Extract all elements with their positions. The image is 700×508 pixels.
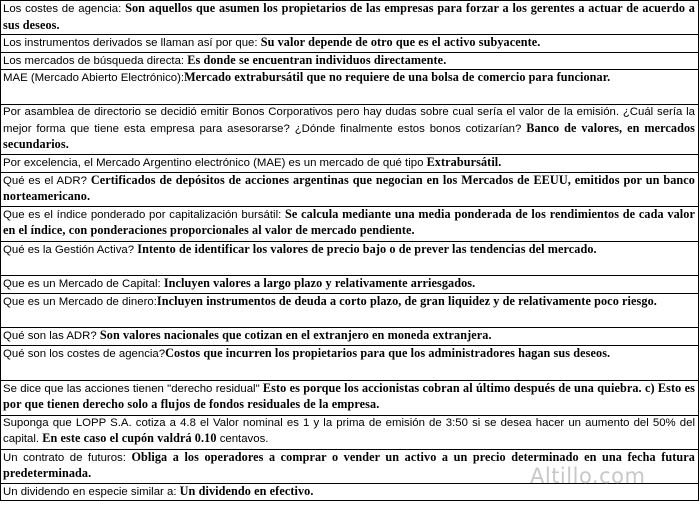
question-text: Un contrato de futuros: [3,451,132,464]
table-cell [1,415,699,449]
answer-text: Certificados de depósitos de acciones argentinas que negocian en los Mercados de EEUU, emitidos por un banco norteamericano. [3,172,695,203]
table-cell [1,70,699,105]
table-row [1,206,699,241]
table-cell [1,105,699,155]
table-cell [1,35,699,53]
table-row [1,172,699,206]
table-cell [1,380,699,415]
question-text: Qué son las ADR? [3,329,100,342]
answer-text: Intento de identificar los valores de precio bajo o de prever las tendencias del mercado. [137,241,597,256]
question-text: Por excelencia, el Mercado Argentino electrónico (MAE) es un mercado de qué tipo [3,156,427,169]
table-row [1,35,699,53]
table-row [1,483,699,501]
table-cell [1,154,699,172]
question-text: Los instrumentos derivados se llaman así por que: [3,37,261,49]
table-cell [1,241,699,275]
table-row [1,70,699,105]
answer-text: Banco de valores, en mercados secundarios. [3,120,695,151]
answer-text: Se calcula mediante una media ponderada de los rendimientos de cada valor en el índice, con ponderaciones proporcionales al valor de mercado pendiente. [3,206,695,237]
answer-text: Su valor depende de otro que es el activo subyacente. [260,35,541,49]
question-text: Que es el índice ponderado por capitalización bursátil: [3,208,286,221]
question-text: Que es un Mercado de dinero: [3,295,157,308]
question-text: Qué son los costes de agencia? [3,347,166,360]
question-text: Por asamblea de directorio se decidió emitir Bonos Corporativos pero hay dudas sobre cual sería el valor de la emisión. ¿Cuál sería la mejor forma que tiene esta empresa para asesorarse? ¿Dónde finalmente estos bonos cotizarían? [3,106,695,135]
question-text: MAE (Mercado Abierto Electrónico): [3,72,185,84]
table-row [1,241,699,275]
answer-text: Extrabursátil. [426,154,502,169]
answer-text: Incluyen instrumentos de deuda a corto plazo, de gran liquidez y de relativamente poco riesgo. [156,293,657,308]
table-cell [1,345,699,380]
table-row [1,275,699,293]
answer-text: Esto es porque los accionistas cobran al último después de una quiebra. c) Esto es por que tienen derecho solo a flujos de fondos residuales de la empresa. [3,380,695,411]
question-text: Un dividendo en especie similar a: [3,485,180,498]
answer-text: Un dividendo en efectivo. [179,483,314,498]
answer-text: Incluyen valores a largo plazo y relativamente arriesgados. [163,275,476,290]
answer-text: Obliga a los operadores a comprar o vender un activo a un precio determinado en una fecha futura predeterminada. [3,449,695,480]
question-text: Suponga que LOPP S.A. cotiza a 4.8 el Valor nominal es 1 y la prima de emisión de 3:50 si se desea hacer un aumento del 50% del capital. [3,416,695,445]
answer-text: Son aquellos que asumen los propietarios de las empresas para forzar a los gerentes a actuar de acuerdo a sus deseos. [3,1,695,32]
question-suffix-text: centavos. [216,433,269,445]
table-cell [1,483,699,501]
table-cell [1,1,699,35]
table-row [1,345,699,380]
table-row [1,105,699,155]
table-row [1,415,699,449]
table-row [1,154,699,172]
question-text: Se dice que las acciones tienen "derecho residual" [3,382,263,395]
table-cell [1,327,699,345]
table-cell [1,275,699,293]
answer-text: Son valores nacionales que cotizan en el extranjero en moneda extranjera. [99,327,492,342]
table-row [1,1,699,35]
question-text: Que es un Mercado de Capital: [3,277,164,290]
table-cell [1,52,699,70]
table-cell [1,206,699,241]
table-row [1,52,699,70]
question-text: Qué es la Gestión Activa? [3,243,138,256]
watermark-logo: Altillo.com [530,464,646,488]
question-text: Los costes de agencia: [3,3,126,15]
table-cell [1,293,699,327]
table-row [1,293,699,327]
table-cell [1,172,699,206]
question-text: Qué es el ADR? [3,174,91,187]
answer-text: En este caso el cupón valdrá 0.10 [42,431,217,445]
answer-text: Costos que incurren los propietarios para que los administradores hagan sus deseos. [165,345,611,360]
table-cell [1,449,699,483]
answer-text: Mercado extrabursátil que no requiere de una bolsa de comercio para funcionar. [184,70,611,84]
answer-text: Es donde se encuentran individuos directamente. [187,52,447,67]
table-row [1,327,699,345]
table-row [1,380,699,415]
question-text: Los mercados de búsqueda directa: [3,54,188,67]
table-row [1,449,699,483]
